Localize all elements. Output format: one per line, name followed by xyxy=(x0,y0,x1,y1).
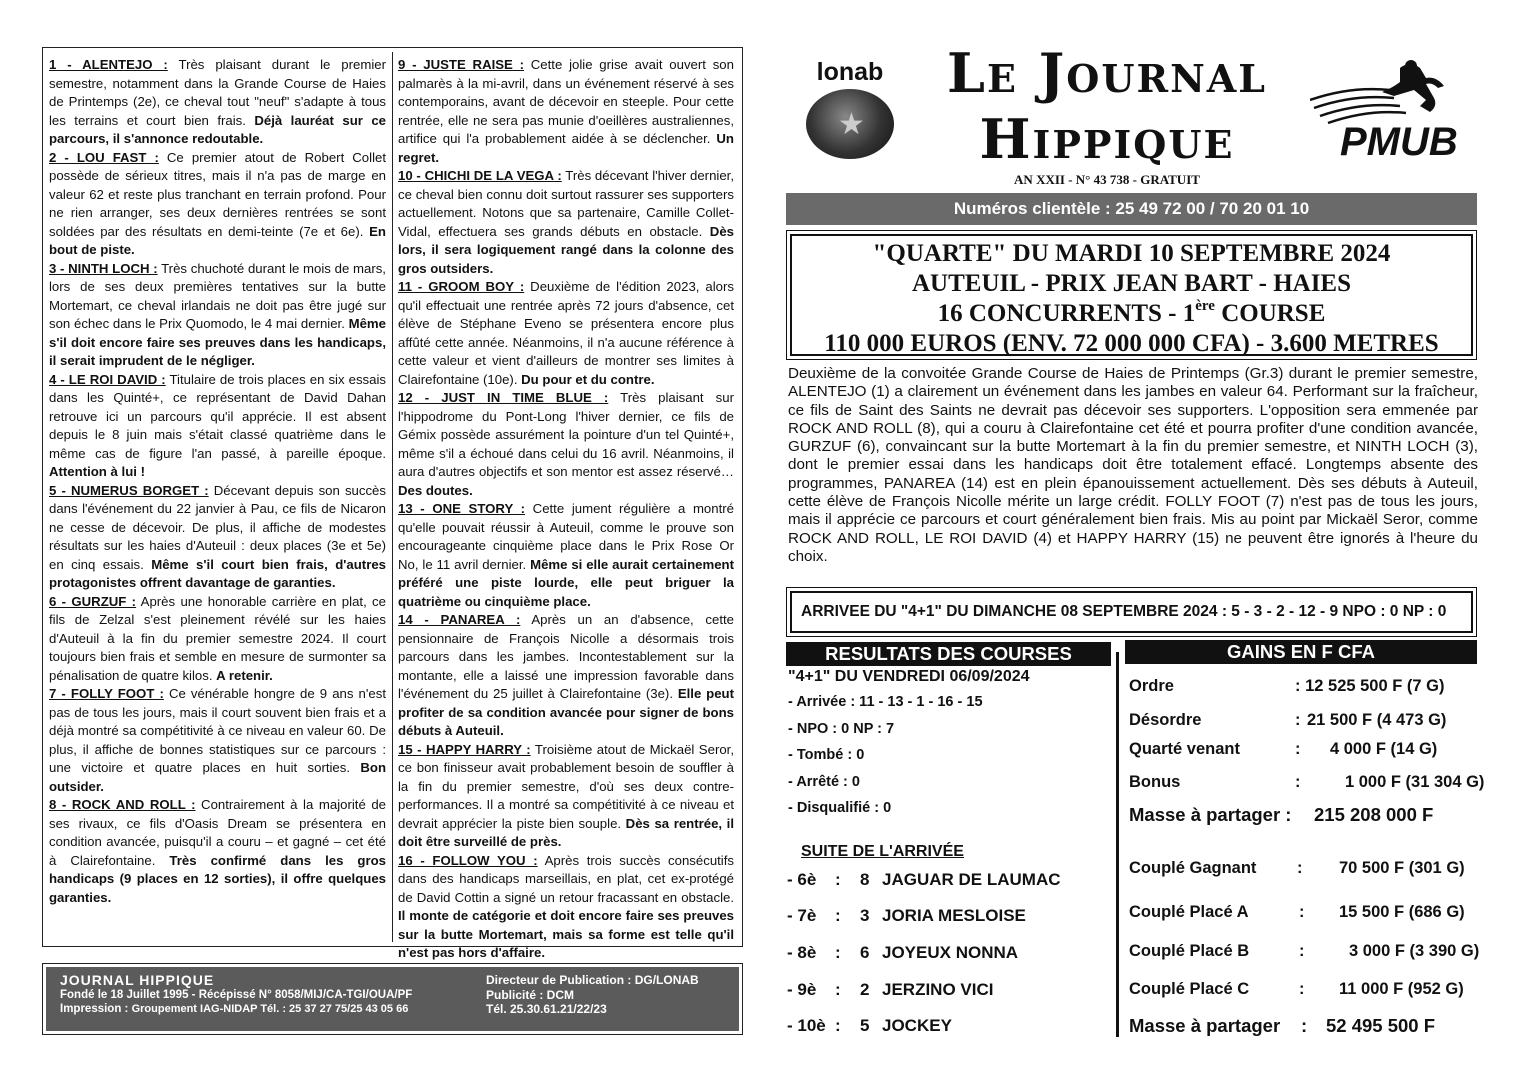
masthead xyxy=(790,40,1480,190)
results-block xyxy=(788,668,1108,827)
race-venue: AUTEUIL - PRIX JEAN BART - HAIES xyxy=(911,270,1351,297)
horse-verdict: Même s'il court bien frais, d'autres protagonistes offrent davantage de garanties. xyxy=(49,556,386,590)
horse-name: 9 - JUSTE RAISE : xyxy=(398,57,525,72)
results-title: "4+1" DU VENDREDI 06/09/2024 xyxy=(788,668,1030,685)
result-line: - Arrêté : 0 xyxy=(788,773,860,790)
horse-name: 15 - HAPPY HARRY : xyxy=(398,741,531,757)
footer-title: JOURNAL HIPPIQUE xyxy=(60,972,215,988)
horse-entry xyxy=(49,796,386,907)
result-line: - NPO : 0 NP : 7 xyxy=(788,720,895,737)
horse-entry xyxy=(398,167,734,278)
horse-comment: Décevant depuis son succès dans l'événement du 22 janvier à Pau, ce fils de Nicaron ne cesse de décevoir. De plus, il affiche de modestes résultats sur les haies d'Auteuil : deux places (3e et 5e) en cinq essais. xyxy=(49,482,386,572)
race-purse: 110 000 EUROS (ENV. 72 000 000 CFA) - 3.600 METRES xyxy=(824,330,1439,357)
horse-entry xyxy=(49,685,386,796)
horse-comment: Ce premier atout de Robert Collet possède de sérieux titres, mais il n'a pas de marge en valeur 62 et reste plus tranchant en terrain profond. Pour ne rien arranger, ses deux dernières rentrées se sont soldées par des résultats en demi-teinte (7e et 6e). xyxy=(49,149,387,239)
result-line: - Arrivée : 11 - 13 - 1 - 16 - 15 xyxy=(788,694,983,710)
footer-advertising: Publicité : DCM xyxy=(486,987,575,1002)
horse-name: 14 - PANAREA : xyxy=(398,612,521,627)
client-phone-bar: Numéros clientèle : 25 49 72 00 / 70 20 01 10 xyxy=(786,193,1477,225)
horse-verdict: Bon outsider. xyxy=(49,760,386,794)
horse-verdict: Un regret. xyxy=(398,131,734,165)
results-divider xyxy=(1116,652,1119,1037)
horse-name: 2 - LOU FAST : xyxy=(49,149,159,165)
edition-info: AN XXII - N° 43 738 - GRATUIT xyxy=(1014,172,1200,187)
horse-name: 3 - NINTH LOCH : xyxy=(49,260,158,276)
horse-verdict: Même si elle aurait certainement préféré une piste lourde, elle peut briguer la quatrième ou cinquième place. xyxy=(398,556,734,609)
horse-comment: Après un an d'absence, cette pensionnaire de François Nicolle a désormais trois parcours dans les jambes. Incontestablement sur la montante, elle a laissé une impression favorable dans l'événement du 25 juillet à Clairefontaine (3e). xyxy=(398,612,735,701)
horse-comment: Très plaisant sur l'hippodrome du Pont-Long l'hiver dernier, ce fils de Gémix possède assurément la pointure d'un tel Quinté+, même s'il a échoué dans celui du 16 avril. Néanmoins, il aura d'autres objectifs et son mentor est assez réservé… xyxy=(398,390,734,479)
horse-verdict: Très confirmé dans les gros handicaps (9 places en 12 sorties), il offre quelques garanties. xyxy=(49,852,387,905)
lonab-logo: lonab ★ xyxy=(800,58,900,159)
result-line: - Disqualifié : 0 xyxy=(788,800,892,817)
horse-comment: Deuxième de l'édition 2023, alors qu'il effectuait une rentrée après 72 jours d'absence, cet élève de Stéphane Eveno se présentera encore plus affûté cette année. Néanmoins, il n'a aucune référence à cette valeur et vient d'ailleurs de montrer ses limites à Clairefontaine (10e). xyxy=(398,279,734,387)
horse-verdict: Elle peut profiter de sa condition avancée pour signer de bons débuts à Auteuil. xyxy=(398,686,734,738)
horse-name: 4 - LE ROI DAVID : xyxy=(49,371,166,387)
horse-comment: Après une honorable carrière en plat, ce fils de Zelzal s'est pleinement révélé sur les haies d'Auteuil à la fin du premier semestre 2024. Il court toujours bien frais et semble en mesure de surmonter sa pénalisation de quatre kilos. xyxy=(49,593,386,683)
horse-verdict: A retenir. xyxy=(216,667,273,683)
horse-entry xyxy=(398,56,734,167)
horse-name: 16 - FOLLOW YOU : xyxy=(398,852,538,868)
horse-verdict: Des doutes. xyxy=(398,482,473,498)
footer-printing: Impression : Groupement IAG-NIDAP Tél. : 25 37 27 75/25 43 05 66 xyxy=(60,1003,409,1015)
commentary-column-1 xyxy=(49,56,386,907)
horse-comment: Titulaire de trois places en six essais dans les Quinté+, ce représentant de David Dahan retrouve ici un parcours qu'il apprécie. Il est absent depuis le 8 juin mais s'était classé quatrième dans le même cas de figure l'an passé, à pareille époque. xyxy=(49,371,386,461)
horse-name: 7 - FOLLY FOOT : xyxy=(49,686,164,701)
horse-comment: Troisième atout de Mickaël Seror, ce bon finisseur avait probablement besoin de souffler à la fin du premier semestre, d'où ses deux contre-performances. Il a montré sa compétitivité à ce niveau et devrait apprécier la piste bien souple. xyxy=(398,741,734,831)
gains-header: GAINS EN F CFA xyxy=(1125,640,1477,664)
footer-founded: Fondé le 18 Juillet 1995 - Récépissé N° 8058/MIJ/CA-TGI/OUA/PF xyxy=(60,988,413,1001)
horse-name: 11 - GROOM BOY : xyxy=(398,279,525,294)
horse-comment: Ce vénérable hongre de 9 ans n'est pas de tous les jours, mais il court souvent bien frais et a déjà montré sa compétitivité à ce niveau en valeur 60. De plus, il affiche de bonnes statistiques sur ce parcours : une victoire et quatre places en huit sorties. xyxy=(49,686,387,775)
horse-name: 6 - GURZUF : xyxy=(49,593,137,609)
horse-entry xyxy=(398,278,734,389)
horse-verdict: Même s'il doit encore faire ses preuves dans les handicaps, il serait imprudent de le négliger. xyxy=(49,316,386,368)
horse-entry xyxy=(398,852,734,963)
star-icon: ★ xyxy=(838,108,865,141)
horse-name: 8 - ROCK AND ROLL : xyxy=(49,797,196,812)
arrivee-box xyxy=(786,587,1477,637)
footer-phone: Tél. 25.30.61.21/22/23 xyxy=(486,1002,607,1016)
horse-verdict: Du pour et du contre. xyxy=(521,371,655,387)
race-intro-text: Deuxième de la convoitée Grande Course de Haies de Printemps (Gr.3) durant le premier semestre, ALENTEJO (1) a clairement un événement dans les jambes en valeur 64. Performant sur la fraîcheur, ce fils de Saint des Saints ne devrait pas décevoir ses supporters. L'opposition sera emmenée par ROCK AND ROLL (8), qui a couru à Clairefontaine cet été et pourra profiter d'une condition avancée, GURZUF (6), convaincant sur la butte Mortemart à la fin du premier semestre, et NINTH LOCH (3), dont le premier essai dans les handicaps doit être totalement effacé. Longtemps absente des programmes, PANAREA (14) est en plein épanouissement actuellement. Dès ses débuts à Auteuil, cette élève de François Nicolle mérite un large crédit. FOLLY FOOT (7) n'est pas de tous les jours, mais il apprécie ce parcours et court généralement bien frais. Mis au point par Mickaël Seror, comme ROCK AND ROLL, LE ROI DAVID (4) et HAPPY HARRY (15) ne peuvent être ignorés à l'heure du choix. xyxy=(788,365,1478,565)
publication-footer xyxy=(42,963,743,1035)
horse-verdict: Dès lors, il sera logiquement rangé dans la colonne des gros outsiders. xyxy=(398,223,734,276)
horse-comment: Contrairement à la majorité de ses rivaux, ce fils d'Oasis Dream se présentera en condition avancée, puisqu'il a couru – et gagné – cet été à Clairefontaine. xyxy=(49,797,387,868)
resultats-header: RESULTATS DES COURSES xyxy=(786,642,1111,666)
horse-entry xyxy=(398,389,734,500)
pmub-logo: PMUB xyxy=(1310,60,1480,160)
horse-verdict: Dès sa rentrée, il doit être surveillé de près. xyxy=(398,815,735,849)
suite-row: - 6è : 8 JAGUAR DE LAUMAC xyxy=(787,870,1061,889)
suite-row: - 10è : 5 JOCKEY xyxy=(787,1016,952,1035)
horse-comment: Cette jument régulière a montré qu'elle pouvait réussir à Auteuil, comme le prouve son encourageante cinquième place dans le Prix Rose Or No, le 11 avril dernier. xyxy=(398,501,734,572)
horse-name: 5 - NUMERUS BORGET : xyxy=(49,482,209,498)
horse-entry xyxy=(49,482,386,593)
race-runners: 16 CONCURRENTS - 1ère COURSE xyxy=(937,298,1326,327)
horse-entry xyxy=(398,611,734,741)
horse-entry xyxy=(49,371,386,482)
race-header-box xyxy=(786,230,1477,360)
suite-title: SUITE DE L'ARRIVÉE xyxy=(801,843,964,860)
horse-verdict: En bout de piste. xyxy=(49,223,386,257)
horse-entry xyxy=(398,741,734,852)
horse-name: 12 - JUST IN TIME BLUE : xyxy=(398,390,609,405)
horse-comment: Après trois succès consécutifs dans des handicaps marseillais, en plat, cet ex-protégé de David Cottin a signé un retour fracassant en obstacle. xyxy=(398,852,734,905)
horse-entry xyxy=(398,500,734,611)
horse-comment: Très chuchoté durant le mois de mars, lors de ses deux premières tentatives sur la butte Mortemart, ce cheval irlandais ne doit pas être jugé sur son échec dans le Prix Quomodo, le 4 mai dernier. xyxy=(49,260,386,331)
horse-name: 1 - ALENTEJO : xyxy=(49,57,168,72)
footer-director: Directeur de Publication : DG/LONAB xyxy=(486,973,699,987)
arrivee-text: ARRIVEE DU "4+1" DU DIMANCHE 08 SEPTEMBRE 2024 : 5 - 3 - 2 - 12 - 9 NPO : 0 NP : 0 xyxy=(790,591,1473,633)
horse-entry xyxy=(49,260,386,371)
column-divider xyxy=(392,52,393,942)
horse-comment: Très décevant l'hiver dernier, ce cheval bien connu doit surtout rassurer ses supporters actuellement. Notons que sa partenaire, Camille Collet-Vidal, effectuera ses grands débuts en obstacle. xyxy=(398,168,734,239)
horse-comment: Cette jolie grise avait ouvert son palmarès à la mi-avril, dans un événement réservé à ses contemporains, avant de décevoir en steeple. Pour cette rentrée, elle ne sera pas munie d'oeillères australiennes, artifice qui l'a probablement aidée à se déclencher. xyxy=(398,57,734,146)
race-title: "QUARTE" DU MARDI 10 SEPTEMBRE 2024 xyxy=(872,240,1391,267)
journal-title: Le Journal Hippique xyxy=(946,41,1268,171)
horse-verdict: Déjà lauréat sur ce parcours, il s'annonce redoutable. xyxy=(49,112,386,146)
horse-name: 13 - ONE STORY : xyxy=(398,501,526,516)
suite-row: - 8è : 6 JOYEUX NONNA xyxy=(787,943,1019,962)
suite-row: - 7è : 3 JORIA MESLOISE xyxy=(787,906,1026,925)
commentary-column-2 xyxy=(398,56,734,963)
horse-commentary-box xyxy=(42,47,743,960)
horse-comment: Très plaisant durant le premier semestre, notamment dans la Grande Course de Haies de Printemps (2e), ce cheval tout "neuf" s'adapte à tous les terrains et court bien frais. xyxy=(49,57,386,128)
horse-entry xyxy=(49,56,386,149)
horse-name: 10 - CHICHI DE LA VEGA : xyxy=(398,168,562,183)
horse-verdict: Attention à lui ! xyxy=(49,464,145,479)
suite-row: - 9è : 2 JERZINO VICI xyxy=(787,980,994,999)
horse-entry xyxy=(49,149,386,260)
result-line: - Tombé : 0 xyxy=(788,747,865,764)
horse-verdict: Il monte de catégorie et doit encore faire ses preuves sur la butte Mortemart, mais sa forme est telle qu'il n'est pas hors d'affaire. xyxy=(398,908,734,960)
horse-entry xyxy=(49,593,386,686)
